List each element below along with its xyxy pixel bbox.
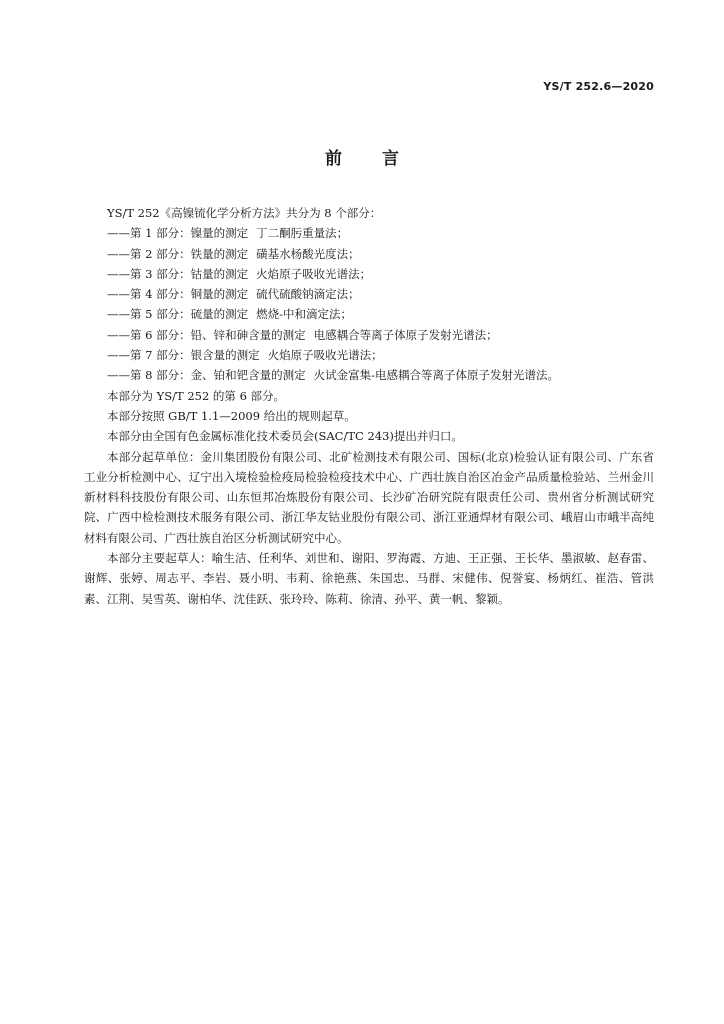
part-item <box>84 244 654 264</box>
part-item <box>84 325 654 345</box>
part-method: 火试金富集-电感耦合等离子体原子发射光谱法。 <box>313 368 560 383</box>
drafting-units: 本部分起草单位：金川集团股份有限公司、北矿检测技术有限公司、国标(北京)检验认证有限公司、广东省工业分析检测中心、辽宁出入境检验检疫局检验检疫技术中心、广西壮族自治区冶金产品质量检验站、兰州金川新材料科技股份有限公司、山东恒邦冶炼股份有限公司、长沙矿冶研究院有限责任公司、贵州省分析测试研究院、广西中检检测技术服务有限公司、浙江华友钴业股份有限公司、浙江亚通焊材有限公司、峨眉山市峨半高纯材料有限公司、广西壮族自治区分析测试研究中心。 <box>84 449 654 545</box>
part-method: 燃烧-中和滴定法； <box>256 307 353 322</box>
part-label: ——第 1 部分：镍量的测定 <box>107 226 249 241</box>
part-label: ——第 2 部分：铁量的测定 <box>107 246 249 261</box>
rules-note: 本部分按照 GB/T 1.1—2009 给出的规则起草。 <box>107 408 356 423</box>
part-item <box>84 345 654 365</box>
part-item <box>84 264 654 284</box>
part-method: 火焰原子吸收光谱法； <box>256 266 372 281</box>
committee-note: 本部分由全国有色金属标准化技术委员会(SAC/TC 243)提出并归口。 <box>107 429 463 444</box>
part-method: 丁二酮肟重量法； <box>256 226 349 241</box>
part-label: ——第 3 部分：钴量的测定 <box>107 266 249 281</box>
part-method: 磺基水杨酸光度法； <box>256 246 360 261</box>
part-item <box>84 284 654 304</box>
part-label: ——第 5 部分：硫量的测定 <box>107 307 249 322</box>
part-method: 硫代硫酸钠滴定法； <box>256 287 360 302</box>
part-label: ——第 6 部分：铅、锌和砷含量的测定 <box>107 327 306 342</box>
part-note: 本部分为 YS/T 252 的第 6 部分。 <box>107 388 286 403</box>
drafters: 本部分主要起草人：喻生洁、任利华、刘世和、谢阳、罗海霞、方迪、王正强、王长华、墨淑敏、赵春雷、谢辉、张婷、周志平、李岩、聂小明、韦莉、徐艳燕、朱国忠、马群、宋健伟、倪誉宴、杨炳红、崔浩、管洪素、江荆、吴雪英、谢柏华、沈佳跃、张玲玲、陈莉、徐清、孙平、黄一帆、黎颖。 <box>84 551 654 606</box>
part-method: 电感耦合等离子体原子发射光谱法； <box>313 327 498 342</box>
part-item <box>84 304 654 324</box>
standard-number: YS/T 252.6—2020 <box>543 80 654 93</box>
page-title: 前言 <box>325 149 439 169</box>
document-body <box>84 203 654 609</box>
part-method: 火焰原子吸收光谱法； <box>267 348 383 363</box>
intro-line: YS/T 252《高镍锍化学分析方法》共分为 8 个部分： <box>107 206 382 220</box>
part-item <box>84 223 654 243</box>
part-label: ——第 8 部分：金、铂和钯含量的测定 <box>107 368 306 383</box>
part-item <box>84 365 654 385</box>
part-label: ——第 4 部分：铜量的测定 <box>107 287 249 302</box>
part-label: ——第 7 部分：银含量的测定 <box>107 348 260 363</box>
